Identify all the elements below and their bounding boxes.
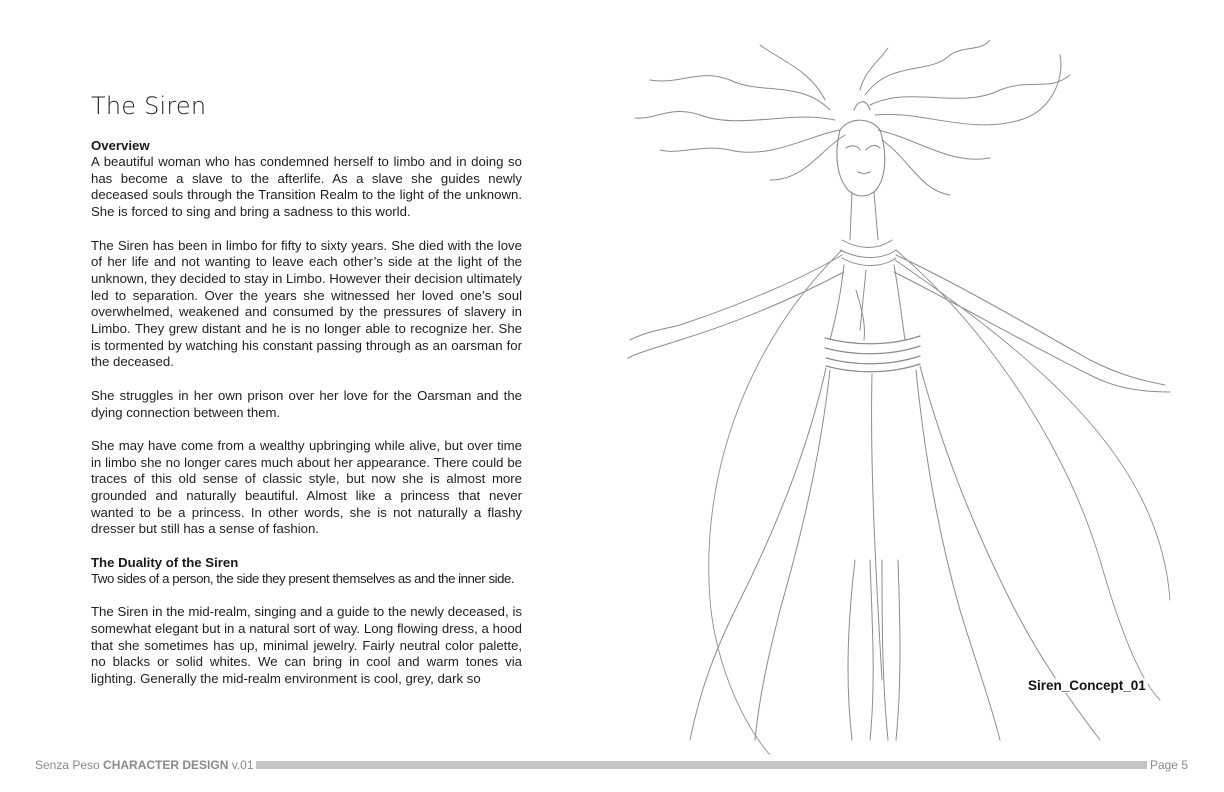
legs	[848, 560, 900, 740]
siren-concept-sketch	[620, 40, 1190, 755]
footer-brand	[35, 758, 254, 772]
figure-caption: Siren_Concept_01	[1028, 678, 1146, 693]
overview-paragraph: She struggles in her own prison over her love for the Oarsman and the dying connection between them.	[91, 387, 522, 420]
section-heading-duality: The Duality of the Siren	[91, 554, 239, 570]
duality-paragraph: The Siren in the mid-realm, singing and a guide to the newly deceased, is somewhat elegant but in a natural sort of way. Long flowing dress, a hood that she sometimes has up, minimal jewelry. Fairly neutral color palette, no blacks or solid whites. We can bring in cool and warm tones via lighting. Generally the mid-realm environment is cool, grey, dark so	[91, 604, 522, 687]
arms	[628, 255, 1170, 392]
hair-strands	[635, 40, 1070, 195]
overview-paragraph: The Siren has been in limbo for fifty to sixty years. She died with the love of her life and not wanting to leave each other’s side at the light of the unknown, they decided to stay in Limbo. However their decision ultimately led to separation. Over the years she witnessed her loved one’s soul overwhelmed, weakened and consumed by the pressures of slavery in Limbo. They grew distant and he is no longer able to recognize her. She is tormented by watching his constant passing through as an oarsman for the deceased.	[91, 237, 523, 370]
neck-collar	[840, 192, 896, 266]
footer-brand-version: v.01	[228, 758, 254, 772]
torso	[830, 265, 905, 340]
belt	[825, 336, 920, 372]
text-column	[91, 92, 522, 688]
footer-brand-prefix: Senza Peso	[35, 758, 104, 772]
footer-brand-title: CHARACTER DESIGN	[103, 758, 229, 772]
section-heading-overview: Overview	[91, 138, 150, 153]
footer-divider-bar	[256, 761, 1147, 769]
overview-paragraph: A beautiful woman who has condemned herself to limbo and in doing so has become a slave to the afterlife. As a slave she guides newly deceased souls through the Transition Realm to the light of the unknown. She is forced to sing and bring a sadness to this world.	[91, 154, 522, 220]
duality-intro-paragraph: Two sides of a person, the side they present themselves as and the inner side.	[91, 570, 515, 586]
page-footer	[35, 757, 1188, 773]
head	[837, 102, 885, 196]
page-title: The Siren	[91, 92, 207, 120]
overview-paragraph: She may have come from a wealthy upbringing while alive, but over time in limbo she no longer cares much about her appearance. There could be traces of this old sense of classic style, but now she is almost more grounded and naturally beautiful. Almost like a princess that never wanted to be a princess. In other words, she is not naturally a flashy dresser but still has a sense of fashion.	[91, 437, 522, 537]
page-number: Page 5	[1149, 758, 1188, 772]
